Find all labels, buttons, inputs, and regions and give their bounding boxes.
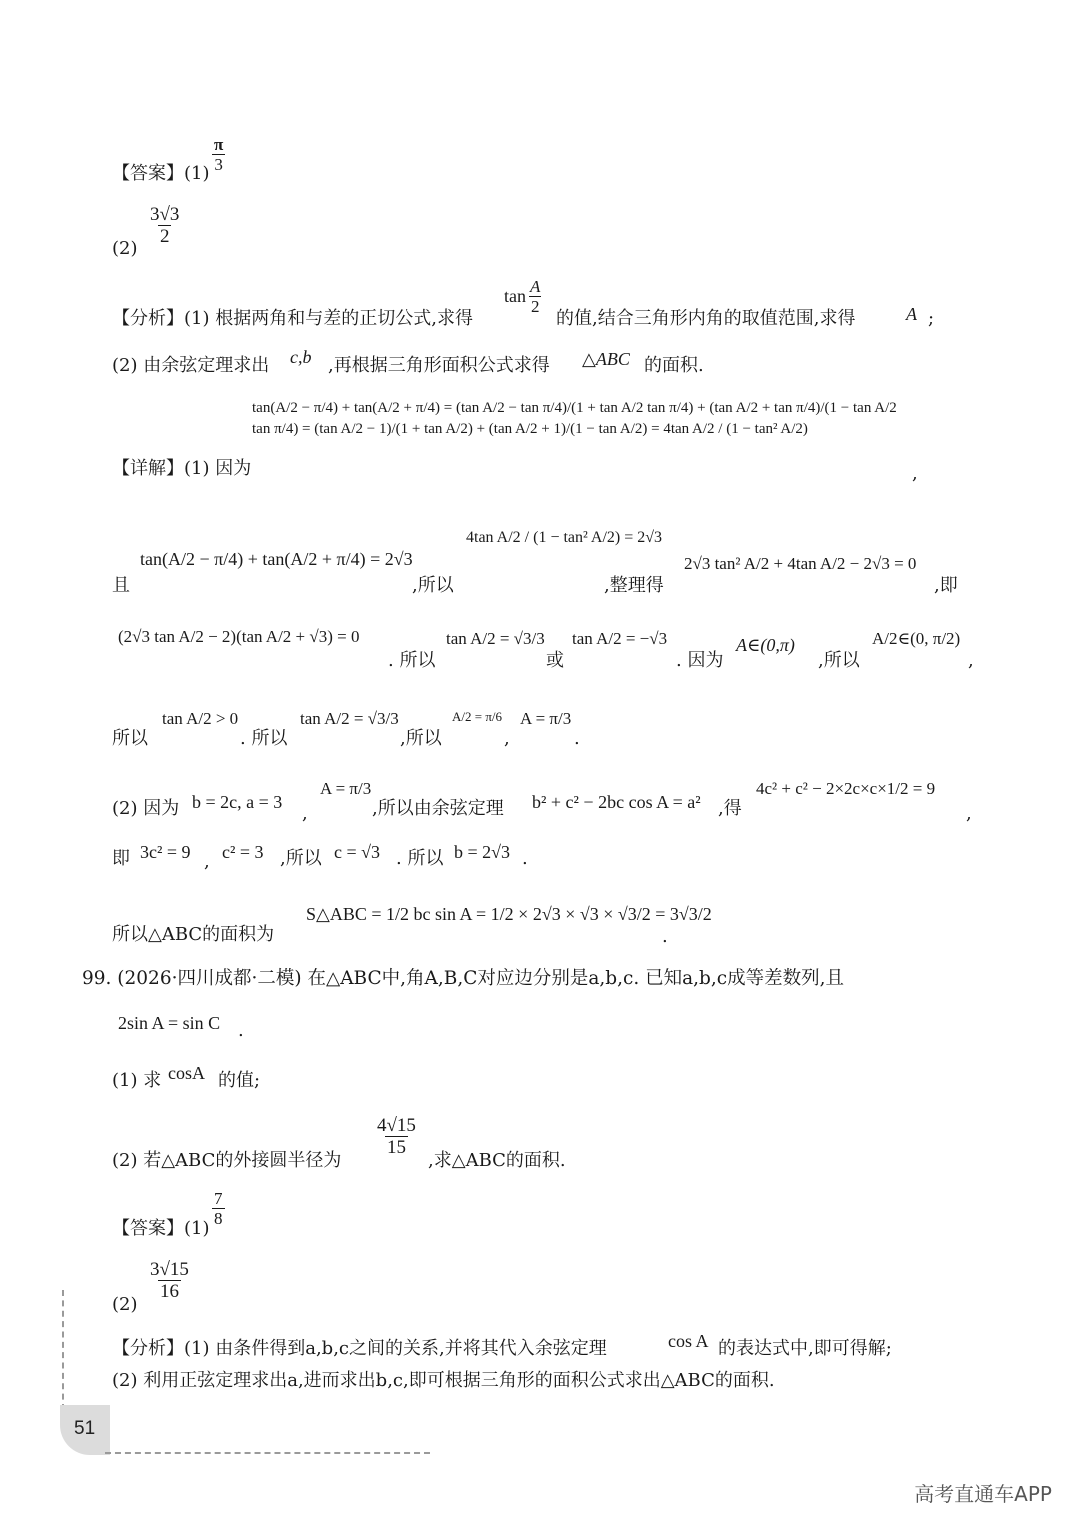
answer2-label: 【答案】(1) [112,1218,210,1239]
fraction-denominator: 3 [214,154,223,174]
detail1-eq6: tan A/2 = √3/3 [446,629,545,648]
detail1-suoyi2: . 所以 [388,650,436,671]
answer1-label: 【答案】(1) [112,163,210,184]
watermark: 高考直通车APP [914,1482,1052,1506]
detail1-eq8: A∈(0,π) [736,635,795,655]
answer2-value1 [212,1190,225,1228]
detail1-zhengli: ,整理得 [604,575,664,596]
analysis1-line1-mid: 的值,结合三角形内角的取值范围,求得 [556,308,856,329]
analysis1-line2c: 的面积. [644,355,704,376]
detail2-eq6: c² = 3 [222,842,264,862]
analysis1-tan-half-a [504,278,542,316]
detail1-suoyi4: 所以 [112,728,148,749]
detail2-ji: 即 [112,848,130,869]
detail1-eq11: tan A/2 = √3/3 [300,709,399,728]
fraction-denominator: 16 [159,1280,179,1302]
analysis2-line1a: 【分析】(1) 由条件得到a,b,c之间的关系,并将其代入余弦定理 [112,1338,607,1359]
detail1-dot: . [574,728,580,749]
detail2-suoyi: ,所以 [280,848,322,869]
answer1-value2 [148,205,181,247]
detail2-comma3: , [204,851,210,872]
fraction-denominator: 2 [159,225,170,247]
analysis2-cosA: cos A [668,1331,709,1351]
detail1-eq4: 2√3 tan² A/2 + 4tan A/2 − 2√3 = 0 [684,554,917,573]
fraction-numerator: 7 [214,1189,223,1208]
detail2-dot: . [522,848,528,869]
problem99-q1b: 的值; [218,1070,261,1091]
detail2-comma: , [302,803,308,824]
fraction-numerator: A [530,277,541,296]
problem99-dot: . [238,1020,244,1041]
analysis1-line2 [112,357,269,375]
detail2-eq3: b² + c² − 2bc cos A = a² [532,792,701,812]
problem99-q2a: (2) 若△ABC的外接圆半径为 [112,1150,342,1171]
detail1-eq9: A/2∈(0, π/2) [872,629,961,648]
detail1-suoyi: ,所以 [412,575,454,596]
tan-fn: tan [504,286,526,307]
fraction-denominator: 15 [386,1136,406,1158]
detail2-comma2: , [966,803,972,824]
problem99-condition: 2sin A = sin C [118,1013,221,1033]
detail1-eq12: A/2 = π/6 [452,709,503,724]
analysis1-line2a: (2) 由余弦定理求出 [112,355,270,376]
detail1-eq5: (2√3 tan A/2 − 2)(tan A/2 + √3) = 0 [118,627,360,646]
detail2-dot2: . [662,926,668,947]
analysis1-line2b: ,再根据三角形面积公式求得 [328,355,550,376]
detail2-eq2: A = π/3 [320,779,372,798]
detail1-comma3: , [504,728,510,749]
detail1-huo: 或 [546,650,564,671]
detail2-eq7: c = √3 [334,842,381,862]
fraction-numerator: 3√3 [150,204,180,225]
detail1-eq2: tan(A/2 − π/4) + tan(A/2 + π/4) = 2√3 [140,549,413,569]
detail2-l1c: ,得 [718,798,742,819]
detail2-suoyi2: . 所以 [396,848,444,869]
fraction-numerator: 4√15 [377,1115,416,1136]
answer2-part2: (2) [112,1294,138,1315]
answer2-value2 [148,1260,191,1302]
detail2-eq8: b = 2√3 [454,842,511,862]
detail2-eq4: 4c² + c² − 2×2c×c×1/2 = 9 [756,779,936,798]
page-margin-dash-horizontal [105,1452,430,1454]
detail1-ji: ,即 [934,575,958,596]
detail1-label: 【详解】(1) 因为 [112,458,252,479]
detail2-eq1: b = 2c, a = 3 [192,792,283,812]
detail1-eq7: tan A/2 = −√3 [572,629,668,648]
detail1-suoyi6: ,所以 [400,728,442,749]
detail2-area-label: 所以△ABC的面积为 [112,924,275,945]
problem99-stem: 99. (2026·四川成都·二模) 在△ABC中,角A,B,C对应边分别是a,b,c. 已知a,b,c成等差数列,且 [82,968,845,989]
fraction-numerator: 3√15 [150,1259,189,1280]
detail2-l1b: ,所以由余弦定理 [372,798,504,819]
answer1-part2: (2) [112,238,138,259]
detail2-l1a: (2) 因为 [112,798,180,819]
problem99-q1a: (1) 求 [112,1070,162,1091]
fraction-numerator: π [214,135,224,154]
detail1-eq13: A = π/3 [520,709,572,728]
analysis2-line2: (2) 利用正弦定理求出a,进而求出b,c,即可根据三角形的面积公式求出△ABC的面积. [112,1370,775,1391]
analysis1-end: ; [928,308,935,329]
detail1-qie: 且 [112,575,130,596]
detail2-eq5: 3c² = 9 [140,842,191,862]
analysis1-var-a: A [906,304,917,324]
analysis1-line1 [112,310,473,328]
detail1-suoyi3: ,所以 [818,650,860,671]
answer1-value1 [212,136,225,174]
detail1-comma2: , [968,650,974,671]
detail1-comma: , [912,463,918,484]
fraction-denominator: 2 [530,296,540,316]
detail1-eq3: 4tan A/2 / (1 − tan² A/2) = 2√3 [466,529,663,546]
fraction-denominator: 8 [214,1208,223,1228]
analysis1-cb: c,b [290,347,312,367]
problem99-cosA: cosA [168,1063,205,1083]
detail1-suoyi5: . 所以 [240,728,288,749]
analysis2-line1b: 的表达式中,即可得解; [718,1338,892,1359]
detail1-eq10: tan A/2 > 0 [162,709,239,728]
problem99-radius [375,1116,418,1158]
detail2-eq9: S△ABC = 1/2 bc sin A = 1/2 × 2√3 × √3 × √3/2 = 3√3/2 [306,904,712,924]
detail1-eq1: tan(A/2 − π/4) + tan(A/2 + π/4) = (tan A/2 − tan π/4)/(1 + tan A/2 tan π/4) + (tan A/2 + tan π/4)/(1 − tan A/2 tan π/4) = (tan A/2 − 1)/(1 + tan A/2) + (tan A/2 + 1)/(1 − tan A/2) = 4tan A/2 / (1 − tan² A/2) [252,400,897,437]
page-margin-dash-vertical [62,1290,64,1410]
detail1-yinwei: . 因为 [676,650,724,671]
problem99-q2b: ,求△ABC的面积. [428,1150,566,1171]
analysis1-text: 【分析】(1) 根据两角和与差的正切公式,求得 [112,308,473,329]
analysis1-abc: △ABC [582,349,630,369]
page-number: 51 [74,1418,96,1439]
